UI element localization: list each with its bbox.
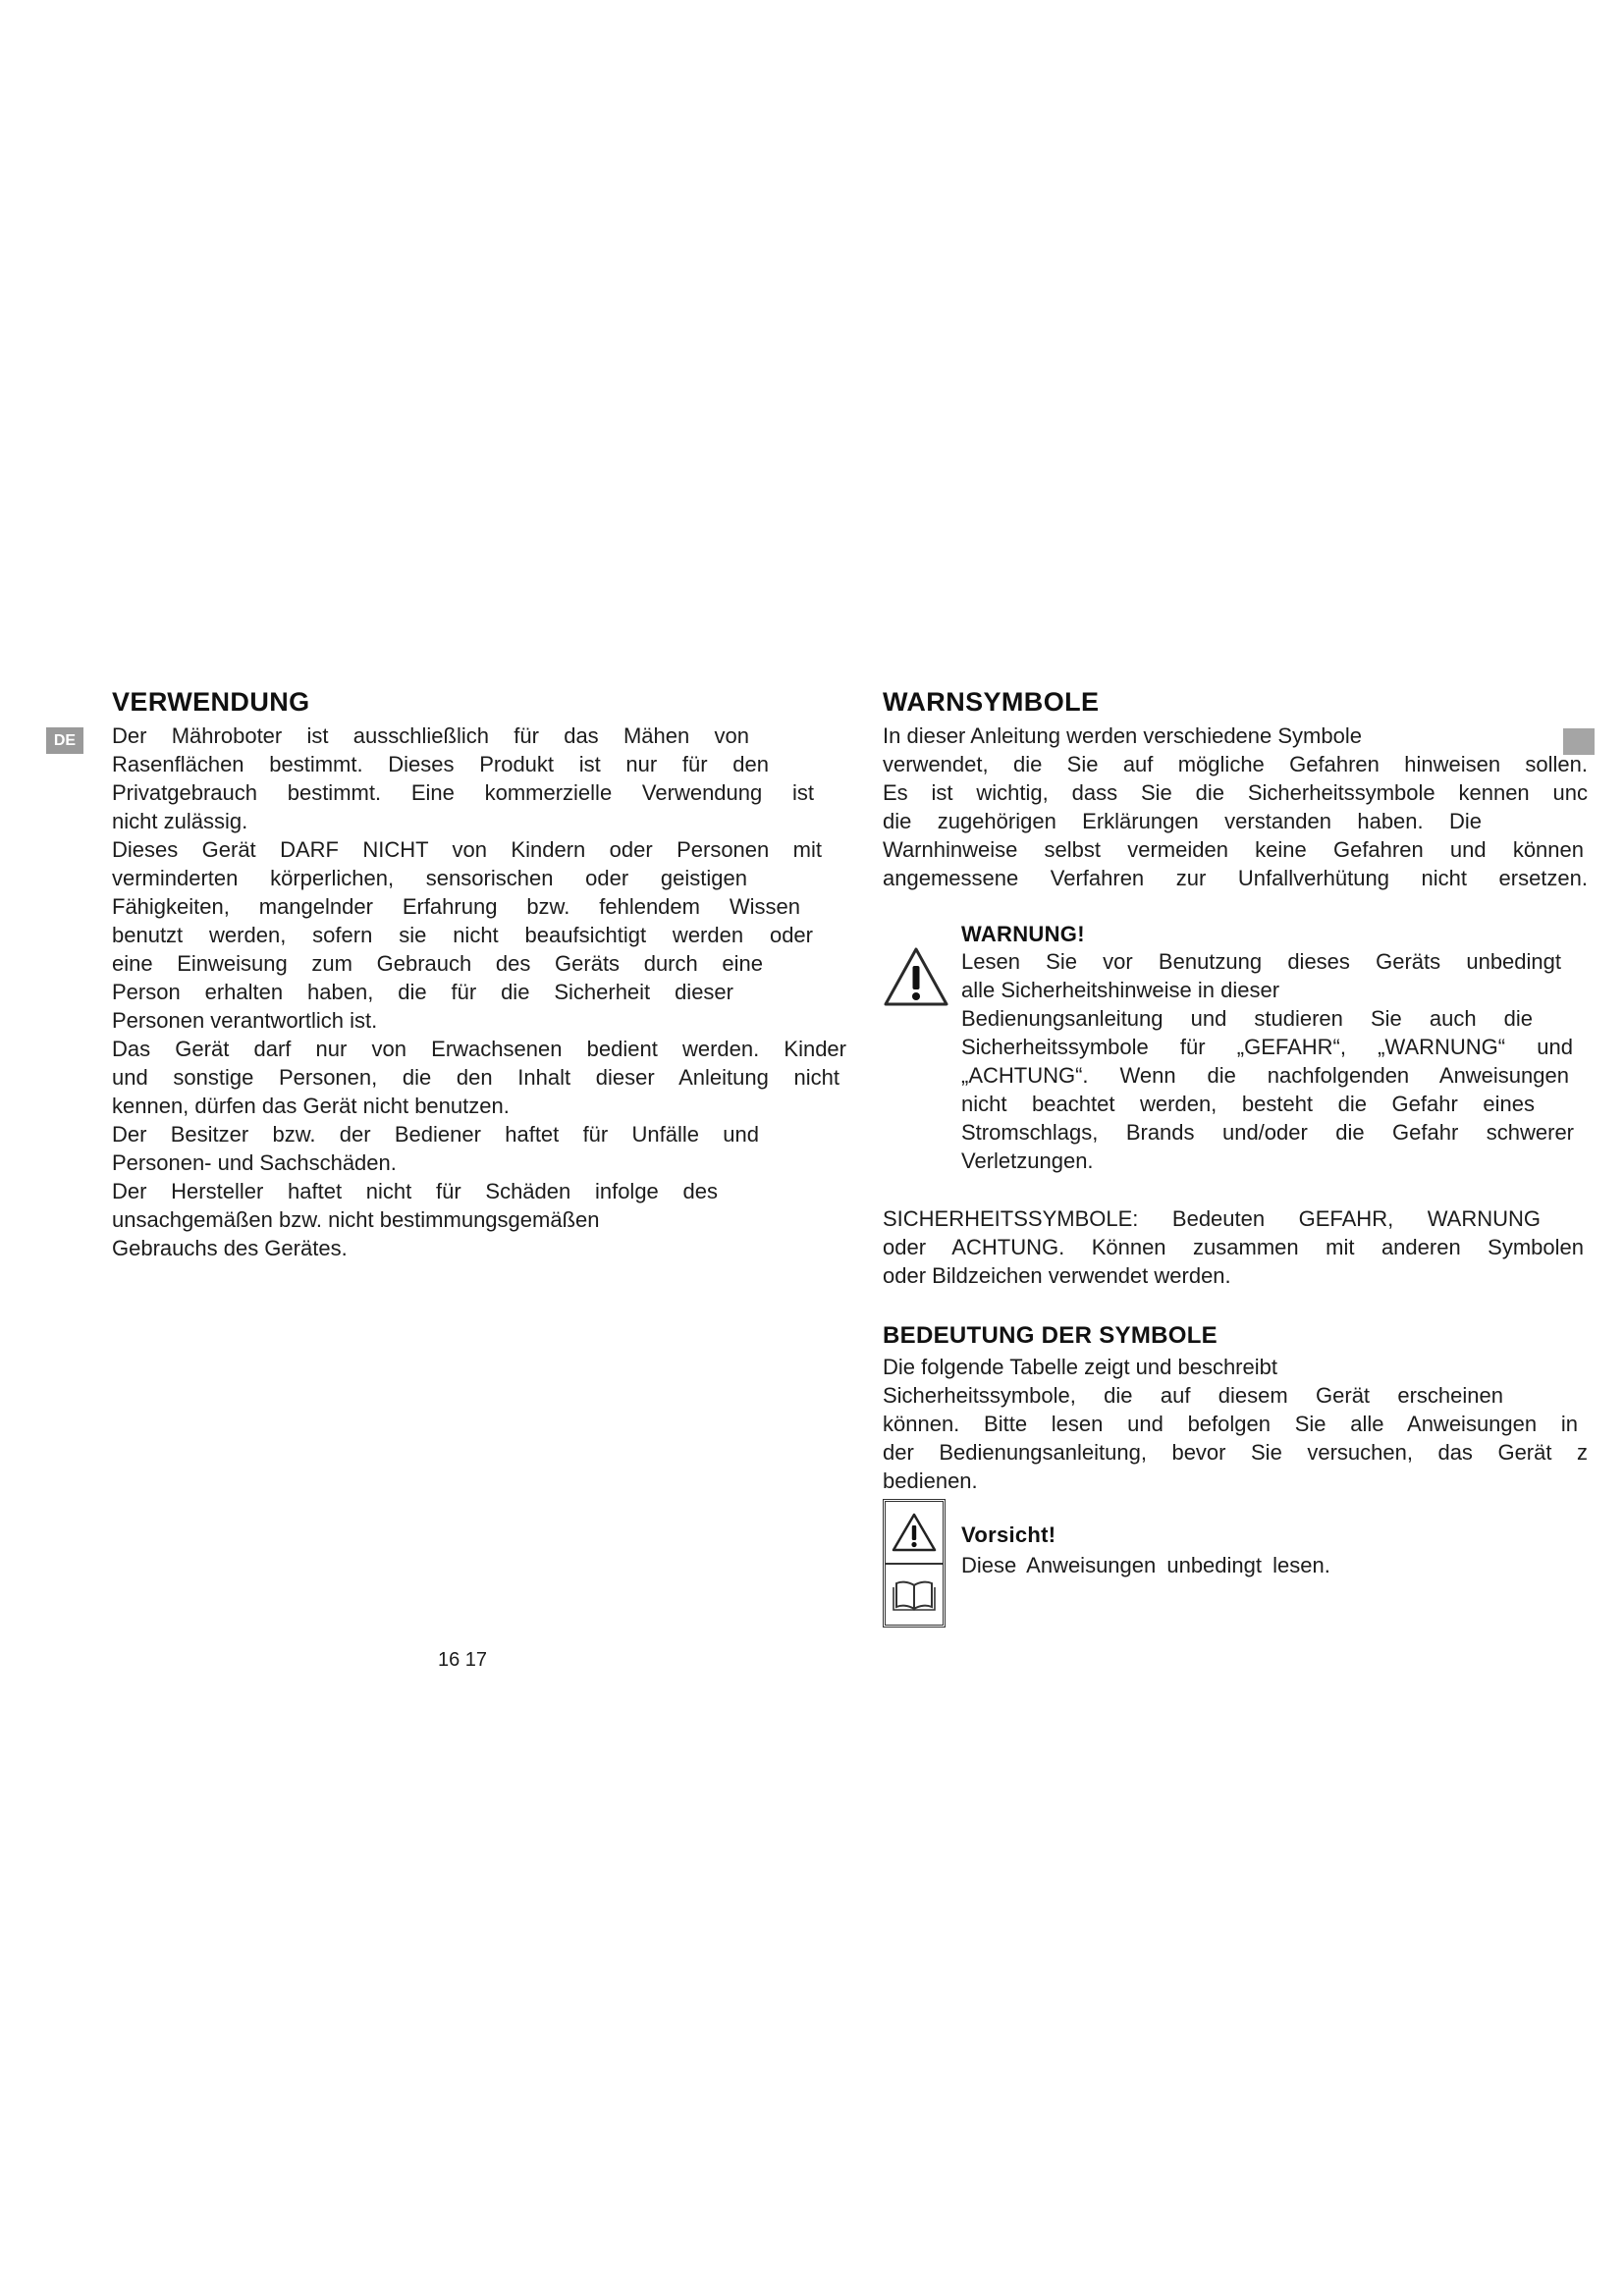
text-line: Stromschlags, Brands und/oder die Gefahr schwerer [961,1120,1574,1145]
warnsymbole-intro [883,721,1590,892]
verwendung-text [112,721,846,1262]
text-line: und sonstige Personen, die den Inhalt dieser Anleitung nicht [112,1065,839,1090]
symbol-cell-warning [886,1502,943,1563]
text-line: Personen- und Sachschäden. [112,1150,397,1175]
text-line: Der Mähroboter ist ausschließlich für das Mähen von [112,723,749,748]
language-tab: DE [46,727,83,754]
symbol-cell-manual [886,1563,943,1626]
bedeutung-text [883,1353,1590,1495]
warning-text [961,947,1590,1175]
text-line: nicht zulässig. [112,809,248,833]
text-line: Rasenflächen bestimmt. Dieses Produkt ist nur für den [112,752,769,776]
text-line: nicht beachtet werden, besteht die Gefahr eines [961,1092,1535,1116]
text-line: Lesen Sie vor Benutzung dieses Geräts unbedingt [961,949,1561,974]
text-line: Sicherheitssymbole für „GEFAHR“, „WARNUNG“ und [961,1035,1573,1059]
safety-symbols-text [883,1204,1590,1290]
warning-triangle-icon [882,945,950,1008]
book-icon [892,1577,937,1613]
text-line: oder Bildzeichen verwendet werden. [883,1263,1231,1288]
text-line: Warnhinweise selbst vermeiden keine Gefahren und können [883,837,1584,862]
text-line: alle Sicherheitshinweise in dieser [961,978,1280,1002]
text-line: Verletzungen. [961,1148,1094,1173]
text-line: Personen verantwortlich ist. [112,1008,378,1033]
text-line: der Bedienungsanleitung, bevor Sie versuchen, das Gerät z [883,1440,1588,1465]
text-line: unsachgemäßen bzw. nicht bestimmungsgemäßen [112,1207,600,1232]
text-line: oder ACHTUNG. Können zusammen mit anderen Symbolen [883,1235,1584,1259]
text-line: die zugehörigen Erklärungen verstanden haben. Die [883,809,1482,833]
text-line: Dieses Gerät DARF NICHT von Kindern oder Personen mit [112,837,822,862]
text-line: Der Hersteller haftet nicht für Schäden infolge des [112,1179,718,1203]
text-line: bedienen. [883,1468,978,1493]
text-line: Person erhalten haben, die für die Sicherheit dieser [112,980,733,1004]
symbol-table [883,1499,946,1628]
warning-title: WARNUNG! [961,922,1085,946]
text-line: In dieser Anleitung werden verschiedene Symbole [883,723,1362,748]
text-line: Gebrauchs des Gerätes. [112,1236,348,1260]
text-line: Bedienungsanleitung und studieren Sie auch die [961,1006,1533,1031]
text-line: Der Besitzer bzw. der Bediener haftet für Unfälle und [112,1122,759,1147]
text-line: Die folgende Tabelle zeigt und beschreibt [883,1355,1277,1379]
text-line: Das Gerät darf nur von Erwachsenen bedient werden. Kinder [112,1037,846,1061]
text-line: benutzt werden, sofern sie nicht beaufsichtigt werden oder [112,923,813,947]
page-numbers: 16 17 [438,1649,488,1671]
warning-triangle-icon [891,1512,938,1553]
text-line: angemessene Verfahren zur Unfallverhütung nicht ersetzen. [883,866,1588,890]
text-line: Sicherheitssymbole, die auf diesem Gerät erscheinen [883,1383,1503,1408]
heading-warnsymbole: WARNSYMBOLE [883,687,1100,717]
text-line: eine Einweisung zum Gebrauch des Geräts durch eine [112,951,763,976]
heading-bedeutung: BEDEUTUNG DER SYMBOLE [883,1322,1218,1349]
text-line: verwendet, die Sie auf mögliche Gefahren hinweisen sollen. [883,752,1588,776]
text-line: „ACHTUNG“. Wenn die nachfolgenden Anweisungen [961,1063,1569,1088]
symbol-title: Vorsicht! [961,1522,1056,1547]
text-line: Fähigkeiten, mangelnder Erfahrung bzw. fehlendem Wissen [112,894,800,919]
text-line: Es ist wichtig, dass Sie die Sicherheitssymbole kennen unc [883,780,1588,805]
text-line: verminderten körperlichen, sensorischen oder geistigen [112,866,747,890]
text-line: können. Bitte lesen und befolgen Sie alle Anweisungen in [883,1412,1578,1436]
text-line: SICHERHEITSSYMBOLE: Bedeuten GEFAHR, WARNUNG [883,1206,1541,1231]
text-line: Privatgebrauch bestimmt. Eine kommerzielle Verwendung ist [112,780,814,805]
symbol-description: Diese Anweisungen unbedingt lesen. [961,1553,1330,1577]
text-line: kennen, dürfen das Gerät nicht benutzen. [112,1094,510,1118]
heading-verwendung: VERWENDUNG [112,687,310,717]
